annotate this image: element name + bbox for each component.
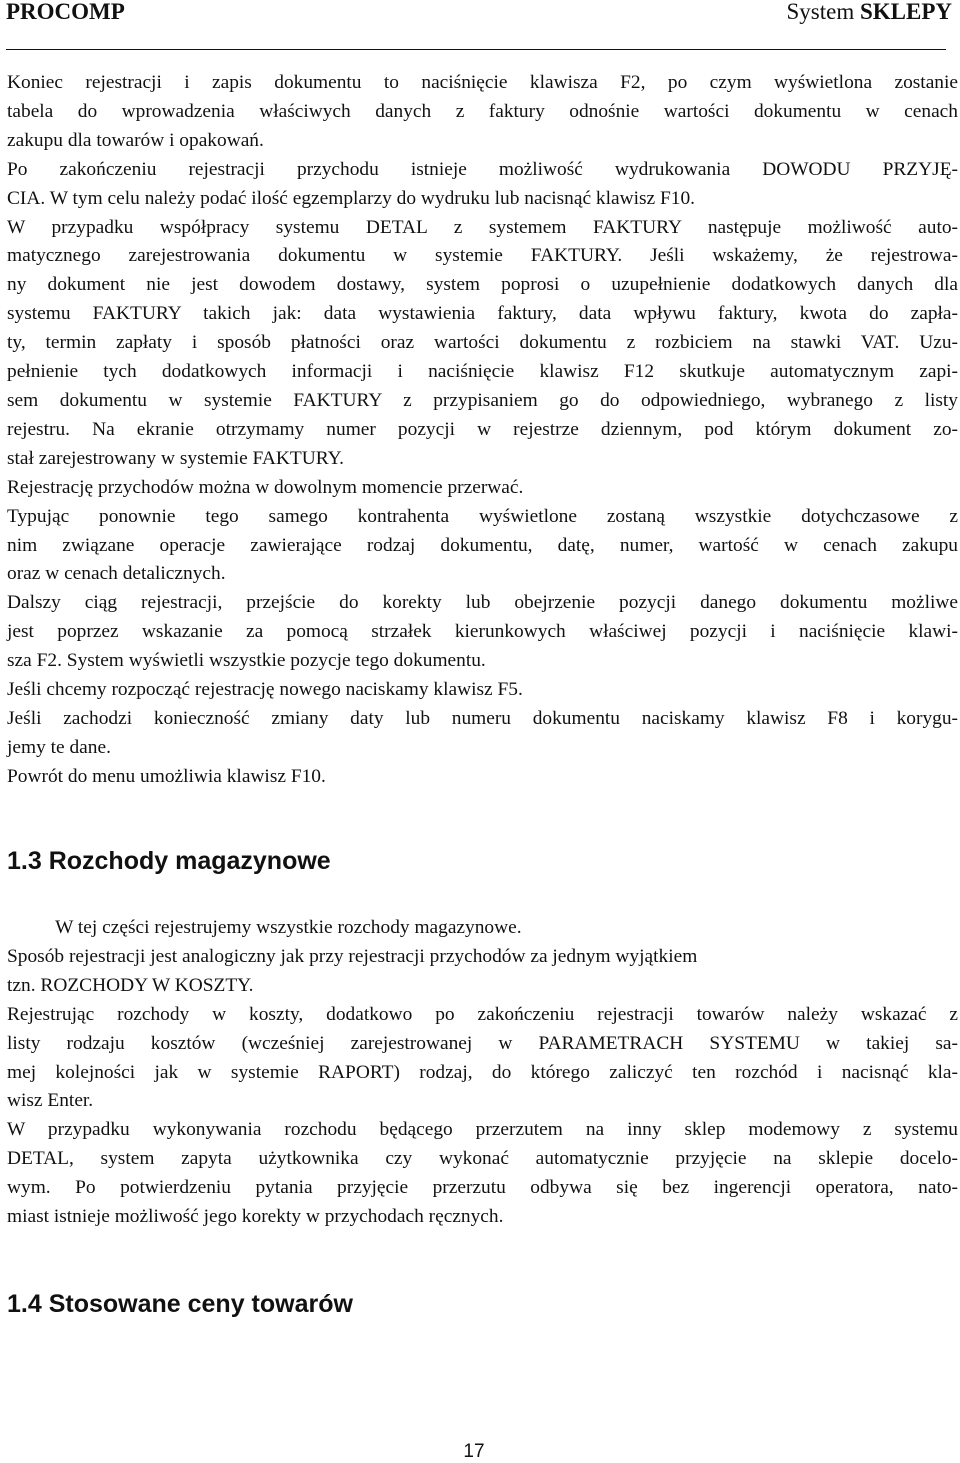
- text-line: stał zarejestrowany w systemie FAKTURY.: [7, 447, 344, 469]
- text-line: zakupu dla towarów i opakowań.: [7, 129, 264, 151]
- header-system-name: SKLEPY: [859, 0, 952, 24]
- page-header: [0, 0, 960, 36]
- text-line: sem dokumentu w systemie FAKTURY z przypisaniem go do odpowiedniego, wybranego z listy: [7, 389, 958, 411]
- text-block-rozchody: [7, 914, 958, 1232]
- header-company: PROCOMP: [6, 0, 125, 24]
- text-line: Dalszy ciąg rejestracji, przejście do korekty lub obejrzenie pozycji danego dokumentu możliwe: [7, 592, 958, 614]
- page-number: 17: [463, 1441, 485, 1462]
- header-system: [786, 0, 952, 25]
- text-line: ny dokument nie jest dowodem dostawy, system poprosi o uzupełnienie dodatkowych danych dla: [7, 274, 958, 296]
- text-line: pełnienie tych dodatkowych informacji i naciśnięcie klawisz F12 skutkuje automatycznym zapi-: [7, 361, 958, 383]
- text-line: jemy te dane.: [7, 736, 111, 758]
- text-line: Koniec rejestracji i zapis dokumentu to naciśnięcie klawisza F2, po czym wyświetlona zostanie: [7, 72, 958, 93]
- text-line: wym. Po potwierdzeniu pytania przyjęcie przerzutu odbywa się bez ingerencji operatora, nato-: [7, 1177, 958, 1199]
- text-line: Rejestrując rozchody w koszty, dodatkowo po zakończeniu rejestracji towarów należy wskazać z: [7, 1003, 958, 1025]
- text-line: Typując ponownie tego samego kontrahenta wyświetlone zostaną wszystkie dotychczasowe z: [7, 505, 958, 527]
- text-line: Sposób rejestracji jest analogiczny jak przy rejestracji przychodów za jednym wyjątkiem: [7, 945, 698, 967]
- text-line: tzn. ROZCHODY W KOSZTY.: [7, 974, 254, 996]
- text-line: Rejestrację przychodów można w dowolnym momencie przerwać.: [7, 476, 524, 498]
- text-line: systemu FAKTURY takich jak: data wystawienia faktury, data wpływu faktury, kwota do zapła-: [7, 303, 958, 325]
- text-line: sza F2. System wyświetli wszystkie pozycje tego dokumentu.: [7, 650, 486, 672]
- section-heading-1-4: 1.4 Stosowane ceny towarów: [7, 1290, 353, 1318]
- text-line: Jeśli chcemy rozpocząć rejestrację nowego naciskamy klawisz F5.: [7, 679, 523, 701]
- text-line: matycznego zarejestrowania dokumentu w systemie FAKTURY. Jeśli wskażemy, że rejestrowa-: [7, 245, 958, 267]
- text-line: nim związane operacje zawierające rodzaj dokumentu, datę, numer, wartość w cenach zakupu: [7, 534, 958, 556]
- text-line: Jeśli zachodzi konieczność zmiany daty lub numeru dokumentu naciskamy klawisz F8 i korygu-: [7, 707, 958, 729]
- header-system-prefix: System: [786, 0, 860, 24]
- section-heading-1-3: 1.3 Rozchody magazynowe: [7, 847, 331, 875]
- text-line: jest poprzez wskazanie za pomocą strzałek kierunkowych właściwej pozycji i naciśnięcie klawi-: [7, 621, 958, 643]
- text-line: CIA. W tym celu należy podać ilość egzemplarzy do wydruku lub nacisnąć klawisz F10.: [7, 187, 695, 209]
- text-line: mej kolejności jak w systemie RAPORT) rodzaj, do którego zaliczyć ten rozchód i nacisnąć kla-: [7, 1061, 958, 1083]
- text-line: ty, termin zapłaty i sposób płatności oraz wartości dokumentu z rozbiciem na stawki VAT. Uzu-: [7, 332, 958, 354]
- text-line: Po zakończeniu rejestracji przychodu istnieje możliwość wydrukowania DOWODU PRZYJĘ-: [7, 158, 958, 180]
- text-line: W tej części rejestrujemy wszystkie rozchody magazynowe.: [7, 917, 522, 938]
- text-line: wisz Enter.: [7, 1090, 94, 1112]
- text-block-registration: [7, 69, 958, 792]
- text-line: miast istnieje możliwość jego korekty w przychodach ręcznych.: [7, 1206, 504, 1228]
- header-rule: [6, 49, 946, 50]
- text-line: listy rodzaju kosztów (wcześniej zarejestrowanej w PARAMETRACH SYSTEMU w takiej sa-: [7, 1032, 958, 1054]
- text-line: W przypadku współpracy systemu DETAL z systemem FAKTURY następuje możliwość auto-: [7, 216, 958, 238]
- text-line: oraz w cenach detalicznych.: [7, 563, 226, 585]
- text-line: rejestru. Na ekranie otrzymamy numer pozycji w rejestrze dziennym, pod którym dokument zo-: [7, 418, 958, 440]
- text-line: Powrót do menu umożliwia klawisz F10.: [7, 765, 326, 787]
- text-line: DETAL, system zapyta użytkownika czy wykonać automatycznie przyjęcie na sklepie docelo-: [7, 1148, 958, 1170]
- text-line: W przypadku wykonywania rozchodu będącego przerzutem na inny sklep modemowy z systemu: [7, 1119, 958, 1141]
- text-line: tabela do wprowadzenia właściwych danych z faktury odnośnie wartości dokumentu w cenach: [7, 100, 958, 122]
